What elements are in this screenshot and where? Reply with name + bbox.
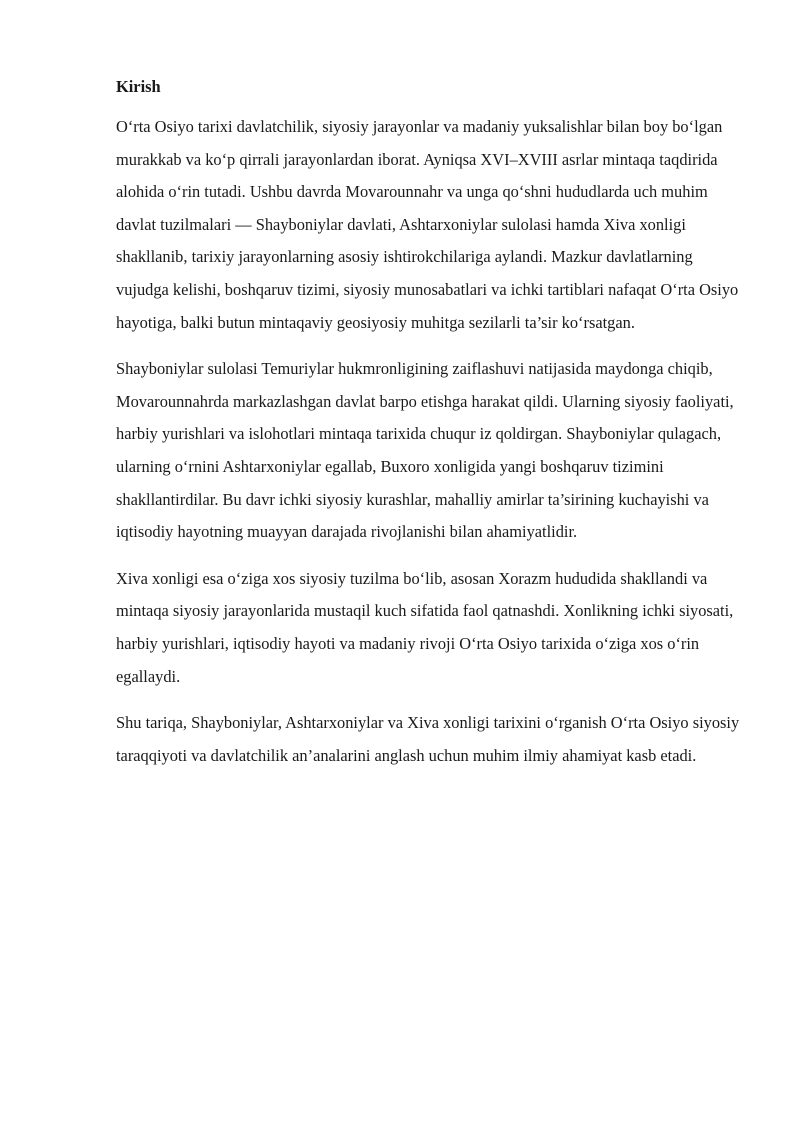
paragraph-2: Shayboniylar sulolasi Temuriylar hukmronligining zaiflashuvi natijasida maydonga chiqib, Movarounnahrda markazlashgan davlat barpo etishga harakat qildi. Ularning siyosiy faoliyati, harbiy yurishlari va islohotlari mintaqa tarixida chuqur iz qoldirgan. Shayboniylar qulagach, ularning o‘rnini Ashtarxoniylar egallab, Buxoro xonligida yangi boshqaruv tizimini shakllantirdilar. Bu davr ichki siyosiy kurashlar, mahalliy amirlar ta’sirining kuchayishi va iqtisodiy hayotning muayyan darajada rivojlanishi bilan ahamiyatlidir. xyxy=(116,359,734,542)
section-heading: Kirish xyxy=(116,77,161,96)
paragraph-3: Xiva xonligi esa o‘ziga xos siyosiy tuzilma bo‘lib, asosan Xorazm hududida shakllandi va mintaqa siyosiy jarayonlarida mustaqil kuch sifatida faol qatnashdi. Xonlikning ichki siyosati, harbiy yurishlari, iqtisodiy hayoti va madaniy rivoji O‘rta Osiyo tarixida o‘ziga xos o‘rin egallaydi. xyxy=(116,568,734,686)
document-body xyxy=(116,74,742,786)
paragraph-4: Shu tariqa, Shayboniylar, Ashtarxoniylar va Xiva xonligi tarixini o‘rganish O‘rta Osiyo siyosiy taraqqiyoti va davlatchilik an’analarini anglash uchun muhim ilmiy ahamiyat kasb etadi. xyxy=(116,713,740,765)
paragraph-1: O‘rta Osiyo tarixi davlatchilik, siyosiy jarayonlar va madaniy yuksalishlar bilan boy bo‘lgan murakkab va ko‘p qirrali jarayonlardan iborat. Ayniqsa XVI–XVIII asrlar mintaqa taqdirida alohida o‘rin tutadi. Ushbu davrda Movarounnahr va unga qo‘shni hududlarda uch muhim davlat tuzilmalari — Shayboniylar davlati, Ashtarxoniylar sulolasi hamda Xiva xonligi shakllanib, tarixiy jarayonlarning asosiy ishtirokchilariga aylandi. Mazkur davlatlarning vujudga kelishi, boshqaruv tizimi, siyosiy munosabatlari va ichki tartiblari nafaqat O‘rta Osiyo hayotiga, balki butun mintaqaviy geosiyosiy muhitga sezilarli ta’sir ko‘rsatgan. xyxy=(116,117,739,332)
